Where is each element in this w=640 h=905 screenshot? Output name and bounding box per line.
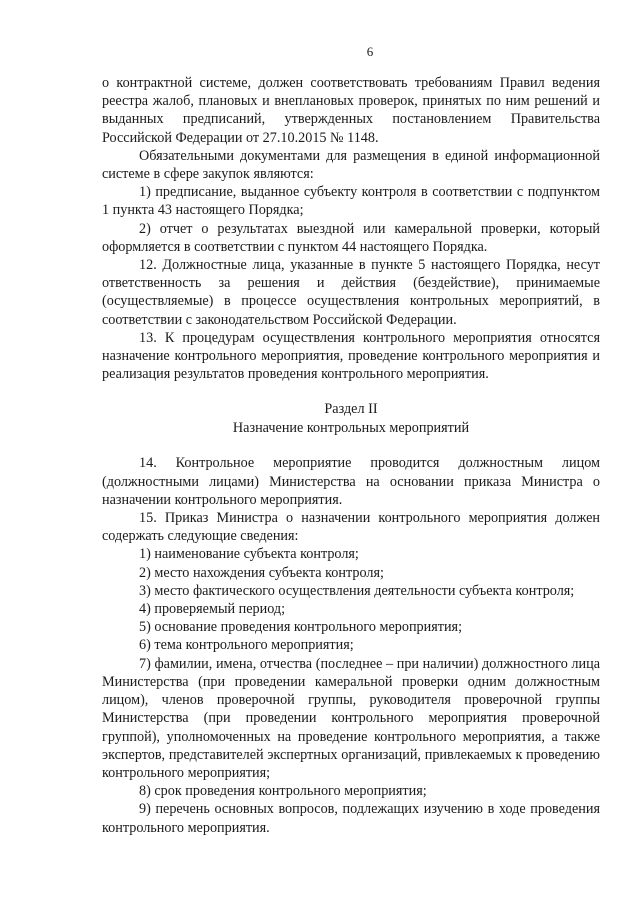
paragraph-continuation: о контрактной системе, должен соответствовать требованиям Правил ведения реестра жалоб, плановых и внеплановых проверок, принятых по ним решений и выданных предписаний, утвержденных постановлением Правительства Российской Федерации от 27.10.2015 № 1148. bbox=[102, 75, 600, 146]
list-item: 6) тема контрольного мероприятия; bbox=[139, 637, 354, 654]
list-item: 8) срок проведения контрольного мероприятия; bbox=[139, 783, 427, 800]
paragraph: 15. Приказ Министра о назначении контрольного мероприятия должен содержать следующие сведения: bbox=[102, 510, 600, 545]
paragraph: 2) отчет о результатах выездной или камеральной проверки, который оформляется в соответствии с пунктом 44 настоящего Порядка. bbox=[102, 220, 600, 255]
list-item: 5) основание проведения контрольного мероприятия; bbox=[139, 619, 463, 636]
paragraph: Обязательными документами для размещения в единой информационной системе в сфере закупок являются: bbox=[102, 147, 600, 183]
paragraph: 12. Должностные лица, указанные в пункте 5 настоящего Порядка, несут ответственность за решения и действия (бездействие), принимаемые (осуществляемые) в процессе осуществления контрольных мероприятий, в соответствии с законодательством Российской Федерации. bbox=[102, 257, 600, 328]
list-item: 4) проверяемый период; bbox=[139, 601, 286, 618]
list-item: 2) место нахождения субъекта контроля; bbox=[139, 564, 384, 581]
paragraph: 1) предписание, выданное субъекту контроля в соответствии с подпунктом 1 пункта 43 настоящего Порядка; bbox=[102, 184, 600, 219]
paragraph: 13. К процедурам осуществления контрольного мероприятия относятся назначение контрольного мероприятия, проведение контрольного мероприятия и реализация результатов проведения контрольного мероприятия. bbox=[102, 329, 600, 383]
section-heading: Раздел II bbox=[324, 401, 378, 418]
list-item: 7) фамилии, имена, отчества (последнее – при наличии) должностного лица Министерства (при проведении камеральной проверки одним должностным лицом), членов проверочной группы, руководителя проверочной группы Министерства (при проведении контрольного мероприятия проверочной группой), уполномоченных на проведение контрольного мероприятия, а также экспертов, представителей экспертных организаций, привлекаемых к проведению контрольного мероприятия; bbox=[102, 655, 600, 781]
list-item: 1) наименование субъекта контроля; bbox=[139, 546, 359, 563]
section-title: Назначение контрольных мероприятий bbox=[232, 419, 470, 436]
paragraph: 14. Контрольное мероприятие проводится должностным лицом (должностными лицами) Министерства на основании приказа Министра о назначении контрольного мероприятия. bbox=[102, 455, 600, 508]
page-number: 6 bbox=[366, 44, 374, 59]
list-item: 3) место фактического осуществления деятельности субъекта контроля; bbox=[139, 582, 575, 599]
list-item: 9) перечень основных вопросов, подлежащих изучению в ходе проведения контрольного мероприятия. bbox=[102, 801, 600, 836]
